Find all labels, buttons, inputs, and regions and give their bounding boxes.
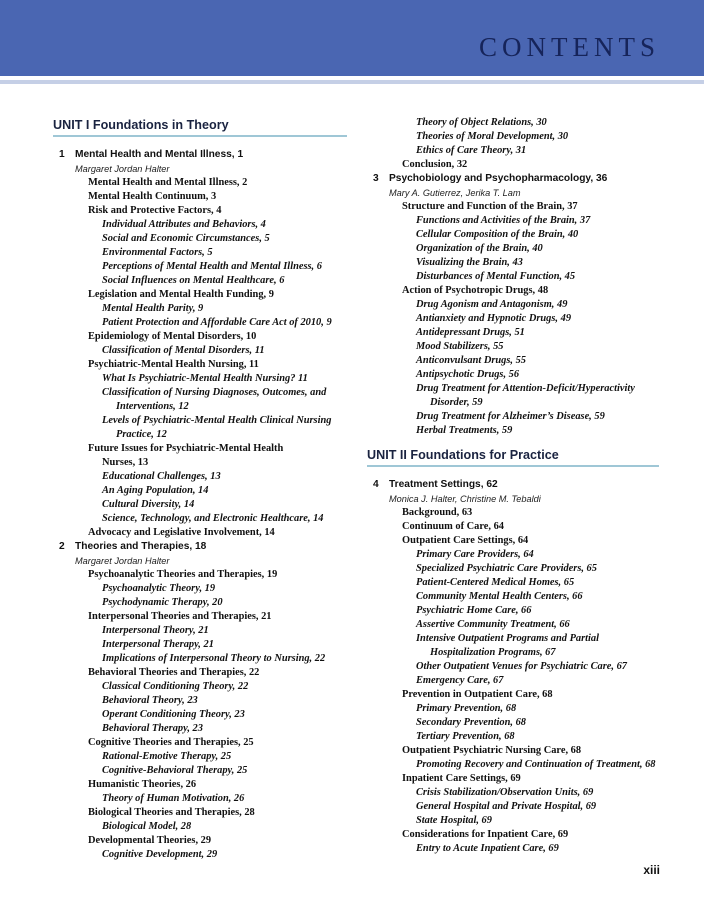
section-entry[interactable]: Continuum of Care, 64 — [402, 521, 504, 532]
section-entry[interactable]: Prevention in Outpatient Care, 68 — [402, 689, 553, 700]
chapter-entry[interactable] — [373, 478, 498, 492]
section-entry[interactable]: Structure and Function of the Brain, 37 — [402, 201, 578, 212]
subsection-entry[interactable]: Specialized Psychiatric Care Providers, 65 — [416, 563, 597, 574]
subsection-entry[interactable]: Behavioral Theory, 23 — [102, 695, 198, 706]
chapter-entry[interactable] — [59, 540, 206, 554]
section-entry[interactable]: Risk and Protective Factors, 4 — [88, 205, 222, 216]
section-entry[interactable]: Nurses, 13 — [102, 457, 149, 468]
subsection-entry[interactable]: Mental Health Parity, 9 — [102, 303, 204, 314]
subsection-entry[interactable]: State Hospital, 69 — [416, 815, 492, 826]
section-entry[interactable]: Behavioral Theories and Therapies, 22 — [88, 667, 260, 678]
subsection-entry[interactable]: Implications of Interpersonal Theory to Nursing, 22 — [102, 653, 326, 664]
subsection-entry[interactable]: Secondary Prevention, 68 — [416, 717, 526, 728]
subsection-entry[interactable]: Anticonvulsant Drugs, 55 — [416, 355, 526, 366]
subsection-entry[interactable]: Environmental Factors, 5 — [102, 247, 213, 258]
subsection-entry[interactable]: Visualizing the Brain, 43 — [416, 257, 523, 268]
subsection-entry[interactable]: Drug Treatment for Attention-Deficit/Hyperactivity — [416, 383, 635, 394]
subsection-entry[interactable]: Intensive Outpatient Programs and Partial — [416, 633, 600, 644]
section-entry[interactable]: Mental Health Continuum, 3 — [88, 191, 217, 202]
subsection-entry[interactable]: Interventions, 12 — [116, 401, 189, 412]
subsection-entry[interactable]: Social and Economic Circumstances, 5 — [102, 233, 270, 244]
subsection-entry[interactable]: Psychodynamic Therapy, 20 — [102, 597, 223, 608]
subsection-entry[interactable]: Emergency Care, 67 — [416, 675, 504, 686]
subsection-entry[interactable]: Rational-Emotive Therapy, 25 — [102, 751, 232, 762]
chapter-author: Monica J. Halter, Christine M. Tebaldi — [389, 494, 541, 504]
chapter-title: Treatment Settings, 62 — [389, 479, 498, 490]
unit-heading: UNIT II Foundations for Practice — [367, 448, 559, 462]
subsection-entry[interactable]: Disorder, 59 — [430, 397, 483, 408]
section-entry[interactable]: Action of Psychotropic Drugs, 48 — [402, 285, 549, 296]
section-entry[interactable]: Future Issues for Psychiatric-Mental Health — [88, 443, 284, 454]
chapter-author: Margaret Jordan Halter — [75, 556, 170, 566]
subsection-entry[interactable]: Social Influences on Mental Healthcare, 6 — [102, 275, 285, 286]
chapter-number: 2 — [59, 541, 65, 552]
subsection-entry[interactable]: Cognitive Development, 29 — [102, 849, 218, 860]
section-entry[interactable]: Advocacy and Legislative Involvement, 14 — [88, 527, 275, 538]
subsection-entry[interactable]: Practice, 12 — [116, 429, 167, 440]
subsection-entry[interactable]: Theory of Object Relations, 30 — [416, 117, 547, 128]
subsection-entry[interactable]: Individual Attributes and Behaviors, 4 — [102, 219, 266, 230]
unit-heading: UNIT I Foundations in Theory — [53, 118, 229, 132]
subsection-entry[interactable]: Classification of Nursing Diagnoses, Outcomes, and — [102, 387, 327, 398]
subsection-entry[interactable]: Classification of Mental Disorders, 11 — [102, 345, 265, 356]
chapter-author: Margaret Jordan Halter — [75, 164, 170, 174]
subsection-entry[interactable]: Promoting Recovery and Continuation of Treatment, 68 — [416, 759, 656, 770]
subsection-entry[interactable]: Entry to Acute Inpatient Care, 69 — [416, 843, 559, 854]
subsection-entry[interactable]: What Is Psychiatric-Mental Health Nursing? 11 — [102, 373, 308, 384]
subsection-entry[interactable]: Interpersonal Therapy, 21 — [102, 639, 214, 650]
section-entry[interactable]: Outpatient Psychiatric Nursing Care, 68 — [402, 745, 582, 756]
subsection-entry[interactable]: Primary Prevention, 68 — [416, 703, 517, 714]
subsection-entry[interactable]: Antidepressant Drugs, 51 — [416, 327, 525, 338]
section-entry[interactable]: Considerations for Inpatient Care, 69 — [402, 829, 569, 840]
subsection-entry[interactable]: General Hospital and Private Hospital, 69 — [416, 801, 597, 812]
section-entry[interactable]: Interpersonal Theories and Therapies, 21 — [88, 611, 272, 622]
header-banner — [0, 0, 704, 76]
subsection-entry[interactable]: Antipsychotic Drugs, 56 — [416, 369, 520, 380]
subsection-entry[interactable]: Assertive Community Treatment, 66 — [416, 619, 570, 630]
subsection-entry[interactable]: Disturbances of Mental Function, 45 — [416, 271, 576, 282]
subsection-entry[interactable]: Cultural Diversity, 14 — [102, 499, 195, 510]
chapter-entry[interactable] — [373, 172, 607, 186]
section-entry[interactable]: Humanistic Theories, 26 — [88, 779, 197, 790]
section-entry[interactable]: Biological Theories and Therapies, 28 — [88, 807, 255, 818]
section-entry[interactable]: Legislation and Mental Health Funding, 9 — [88, 289, 274, 300]
chapter-title: Psychobiology and Psychopharmacology, 36 — [389, 173, 608, 184]
subsection-entry[interactable]: Operant Conditioning Theory, 23 — [102, 709, 245, 720]
subsection-entry[interactable]: Crisis Stabilization/Observation Units, 69 — [416, 787, 594, 798]
subsection-entry[interactable]: Community Mental Health Centers, 66 — [416, 591, 583, 602]
subsection-entry[interactable]: Cognitive-Behavioral Therapy, 25 — [102, 765, 248, 776]
chapter-title: Mental Health and Mental Illness, 1 — [75, 149, 244, 160]
subsection-entry[interactable]: Tertiary Prevention, 68 — [416, 731, 515, 742]
subsection-entry[interactable]: Psychiatric Home Care, 66 — [416, 605, 532, 616]
subsection-entry[interactable]: Patient Protection and Affordable Care Act of 2010, 9 — [102, 317, 332, 328]
section-entry[interactable]: Psychiatric-Mental Health Nursing, 11 — [88, 359, 259, 370]
subsection-entry[interactable]: Psychoanalytic Theory, 19 — [102, 583, 216, 594]
chapter-number: 1 — [59, 149, 65, 160]
subsection-entry[interactable]: Other Outpatient Venues for Psychiatric Care, 67 — [416, 661, 627, 672]
subsection-entry[interactable]: Mood Stabilizers, 55 — [416, 341, 504, 352]
section-entry[interactable]: Outpatient Care Settings, 64 — [402, 535, 529, 546]
subsection-entry[interactable]: Hospitalization Programs, 67 — [430, 647, 556, 658]
subsection-entry[interactable]: Perceptions of Mental Health and Mental Illness, 6 — [102, 261, 322, 272]
subsection-entry[interactable]: Classical Conditioning Theory, 22 — [102, 681, 249, 692]
subsection-entry[interactable]: Drug Agonism and Antagonism, 49 — [416, 299, 568, 310]
subsection-entry[interactable]: Interpersonal Theory, 21 — [102, 625, 209, 636]
page-number: xiii — [643, 863, 660, 877]
unit-rule — [53, 135, 347, 137]
subsection-entry[interactable]: Drug Treatment for Alzheimer’s Disease, 59 — [416, 411, 605, 422]
page-title: CONTENTS — [479, 32, 660, 62]
subsection-entry[interactable]: Herbal Treatments, 59 — [416, 425, 513, 436]
subsection-entry[interactable]: Theories of Moral Development, 30 — [416, 131, 569, 142]
subsection-entry[interactable]: Cellular Composition of the Brain, 40 — [416, 229, 579, 240]
subsection-entry[interactable]: Levels of Psychiatric-Mental Health Clinical Nursing — [102, 415, 332, 426]
unit-rule — [367, 465, 659, 467]
subsection-entry[interactable]: Primary Care Providers, 64 — [416, 549, 534, 560]
subsection-entry[interactable]: An Aging Population, 14 — [102, 485, 209, 496]
subsection-entry[interactable]: Functions and Activities of the Brain, 37 — [416, 215, 591, 226]
section-entry[interactable]: Epidemiology of Mental Disorders, 10 — [88, 331, 257, 342]
section-entry[interactable]: Cognitive Theories and Therapies, 25 — [88, 737, 254, 748]
subsection-entry[interactable]: Educational Challenges, 13 — [102, 471, 221, 482]
subsection-entry[interactable]: Ethics of Care Theory, 31 — [416, 145, 527, 156]
section-entry[interactable]: Background, 63 — [402, 507, 473, 518]
subsection-entry[interactable]: Antianxiety and Hypnotic Drugs, 49 — [416, 313, 572, 324]
subsection-entry[interactable]: Theory of Human Motivation, 26 — [102, 793, 245, 804]
section-entry[interactable]: Developmental Theories, 29 — [88, 835, 212, 846]
subsection-entry[interactable]: Organization of the Brain, 40 — [416, 243, 543, 254]
chapter-entry[interactable] — [59, 148, 243, 162]
section-entry[interactable]: Psychoanalytic Theories and Therapies, 19 — [88, 569, 278, 580]
subsection-entry[interactable]: Biological Model, 28 — [102, 821, 192, 832]
section-entry[interactable]: Conclusion, 32 — [402, 159, 468, 170]
subsection-entry[interactable]: Behavioral Therapy, 23 — [102, 723, 203, 734]
chapter-author: Mary A. Gutierrez, Jerika T. Lam — [389, 188, 521, 198]
chapter-number: 4 — [373, 479, 379, 490]
section-entry[interactable]: Mental Health and Mental Illness, 2 — [88, 177, 248, 188]
chapter-title: Theories and Therapies, 18 — [75, 541, 207, 552]
subsection-entry[interactable]: Science, Technology, and Electronic Healthcare, 14 — [102, 513, 324, 524]
chapter-number: 3 — [373, 173, 379, 184]
subsection-entry[interactable]: Patient-Centered Medical Homes, 65 — [416, 577, 575, 588]
section-entry[interactable]: Inpatient Care Settings, 69 — [402, 773, 521, 784]
header-rule — [0, 80, 704, 84]
